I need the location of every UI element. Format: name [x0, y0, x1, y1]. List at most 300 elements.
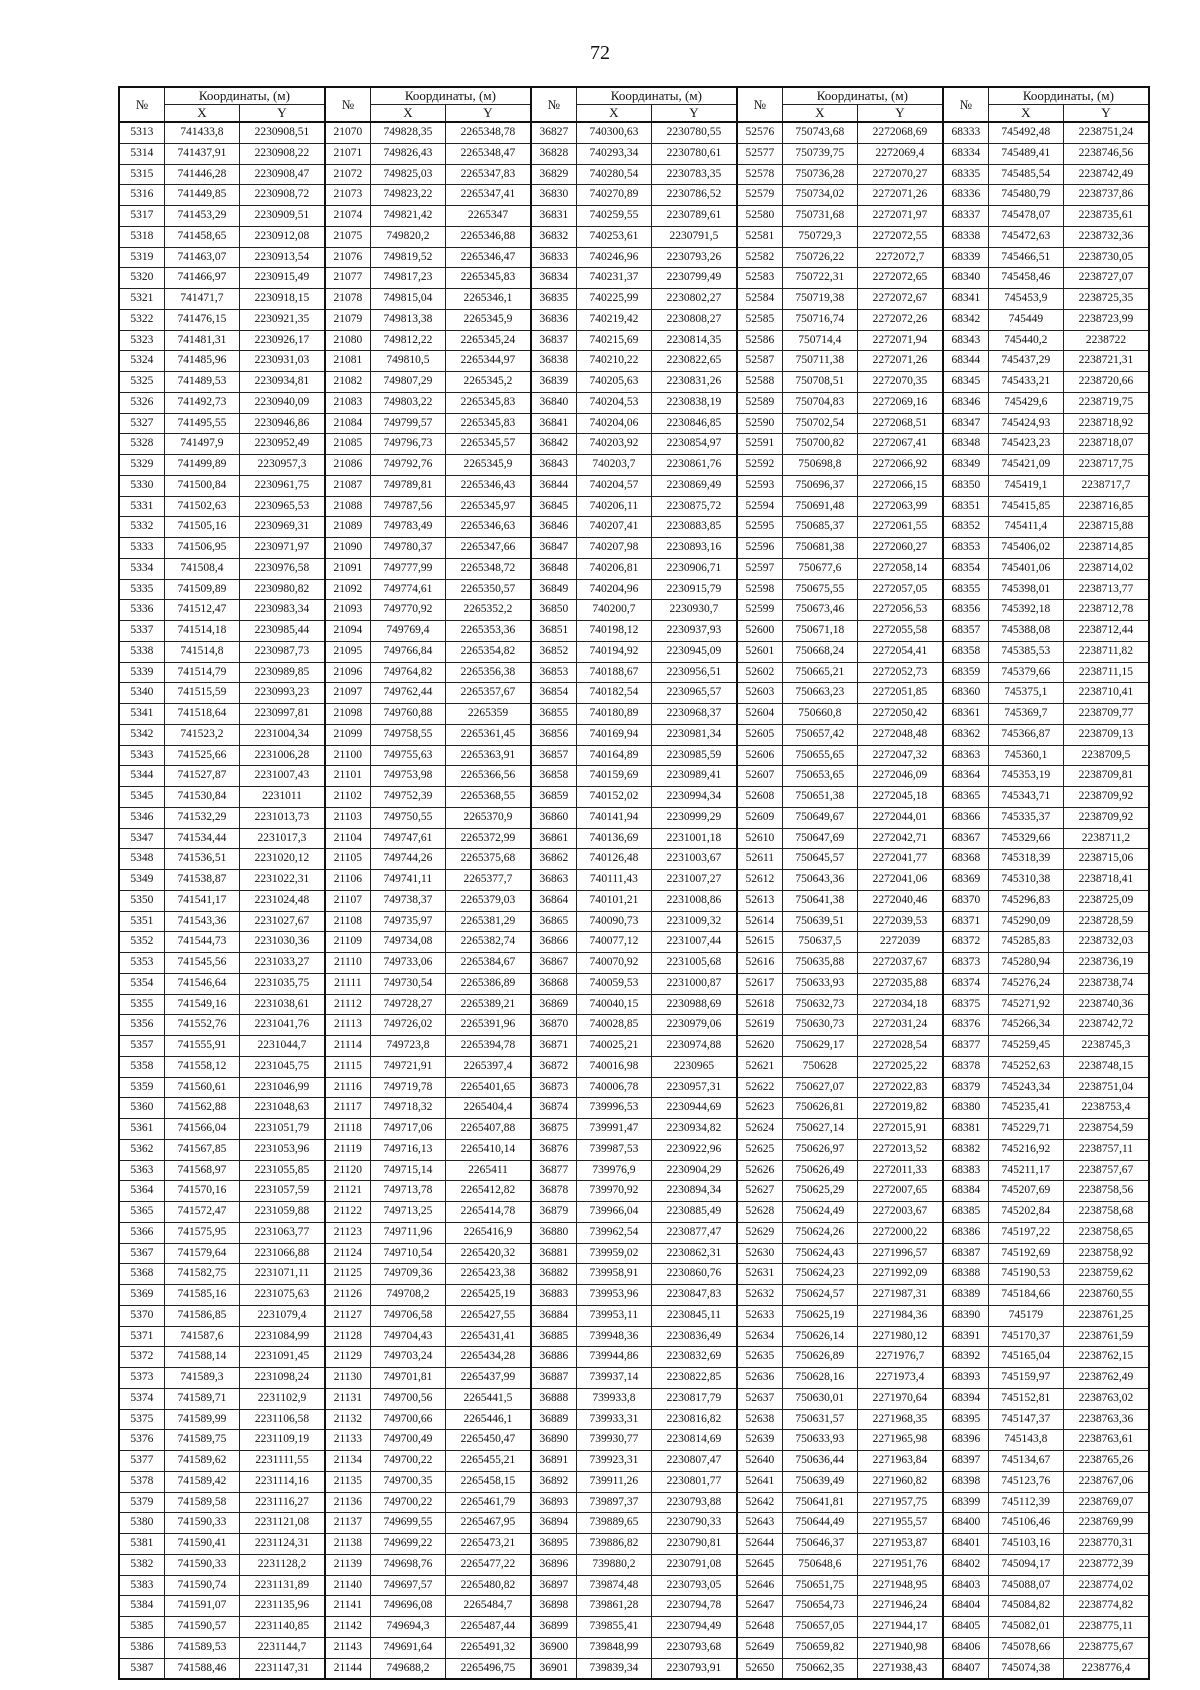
y-coordinate-cell: 2272042,71 — [857, 828, 942, 849]
y-coordinate-cell: 2231048,63 — [240, 1098, 325, 1119]
x-coordinate-cell: 745266,34 — [988, 1015, 1063, 1036]
x-coordinate-cell: 741588,14 — [164, 1347, 239, 1368]
point-number-cell: 36862 — [531, 849, 576, 870]
x-coordinate-cell: 745453,9 — [988, 289, 1063, 310]
y-coordinate-cell: 2231035,75 — [240, 973, 325, 994]
y-coordinate-cell: 2265350,57 — [445, 579, 530, 600]
y-coordinate-cell: 2230994,34 — [651, 787, 736, 808]
point-number-cell: 5384 — [119, 1596, 164, 1617]
point-number-cell: 68347 — [943, 413, 988, 434]
y-coordinate-cell: 2265407,88 — [445, 1119, 530, 1140]
y-coordinate-cell: 2231003,67 — [651, 849, 736, 870]
point-number-cell: 52637 — [737, 1388, 782, 1409]
point-number-cell: 5332 — [119, 517, 164, 538]
point-number-cell: 5385 — [119, 1617, 164, 1638]
point-number-cell: 68401 — [943, 1534, 988, 1555]
x-coordinate-cell: 741586,85 — [164, 1305, 239, 1326]
x-coordinate-cell: 739874,48 — [576, 1575, 651, 1596]
x-coordinate-cell: 750626,97 — [782, 1139, 857, 1160]
num-header: № — [737, 87, 782, 122]
x-coordinate-cell: 741555,91 — [164, 1036, 239, 1057]
x-coordinate-cell: 750624,43 — [782, 1243, 857, 1264]
point-number-cell: 36880 — [531, 1222, 576, 1243]
y-coordinate-cell: 2231109,19 — [240, 1430, 325, 1451]
table-row — [119, 890, 1149, 911]
x-coordinate-cell: 750626,14 — [782, 1326, 857, 1347]
x-coordinate-cell: 741532,29 — [164, 807, 239, 828]
y-coordinate-cell: 2231013,73 — [240, 807, 325, 828]
x-coordinate-cell: 741572,47 — [164, 1202, 239, 1223]
point-number-cell: 68351 — [943, 496, 988, 517]
y-coordinate-cell: 2265347,83 — [445, 164, 530, 185]
y-coordinate-cell: 2230780,61 — [651, 143, 736, 164]
point-number-cell: 21071 — [325, 143, 370, 164]
point-number-cell: 36861 — [531, 828, 576, 849]
table-row — [119, 1347, 1149, 1368]
point-number-cell: 21116 — [325, 1077, 370, 1098]
x-coordinate-cell: 745103,16 — [988, 1534, 1063, 1555]
y-coordinate-cell: 2272070,35 — [857, 372, 942, 393]
y-coordinate-cell: 2230965 — [651, 1056, 736, 1077]
point-number-cell: 21136 — [325, 1492, 370, 1513]
point-number-cell: 21124 — [325, 1243, 370, 1264]
point-number-cell: 52585 — [737, 309, 782, 330]
point-number-cell: 21094 — [325, 621, 370, 642]
x-coordinate-cell: 739948,36 — [576, 1326, 651, 1347]
x-coordinate-cell: 741525,66 — [164, 745, 239, 766]
y-coordinate-cell: 2272045,18 — [857, 787, 942, 808]
point-number-cell: 21138 — [325, 1534, 370, 1555]
x-coordinate-cell: 749774,61 — [370, 579, 445, 600]
table-row — [119, 1368, 1149, 1389]
point-number-cell: 68394 — [943, 1388, 988, 1409]
y-coordinate-cell: 2238758,68 — [1063, 1202, 1149, 1223]
y-coordinate-cell: 2265346,63 — [445, 517, 530, 538]
y-coordinate-cell: 2265345,9 — [445, 455, 530, 476]
point-number-cell: 21086 — [325, 455, 370, 476]
y-coordinate-cell: 2231000,87 — [651, 973, 736, 994]
x-coordinate-cell: 750648,6 — [782, 1554, 857, 1575]
x-coordinate-cell: 739880,2 — [576, 1554, 651, 1575]
y-coordinate-cell: 2230822,85 — [651, 1368, 736, 1389]
y-coordinate-cell: 2272041,06 — [857, 870, 942, 891]
y-header: Y — [240, 105, 325, 123]
point-number-cell: 21106 — [325, 870, 370, 891]
y-coordinate-cell: 2265370,9 — [445, 807, 530, 828]
y-coordinate-cell: 2230789,61 — [651, 206, 736, 227]
x-coordinate-cell: 740136,69 — [576, 828, 651, 849]
table-row — [119, 1202, 1149, 1223]
point-number-cell: 36898 — [531, 1596, 576, 1617]
point-number-cell: 36892 — [531, 1471, 576, 1492]
x-coordinate-cell: 745353,19 — [988, 766, 1063, 787]
point-number-cell: 21079 — [325, 309, 370, 330]
y-coordinate-cell: 2230847,83 — [651, 1285, 736, 1306]
x-coordinate-cell: 740225,99 — [576, 289, 651, 310]
point-number-cell: 5354 — [119, 973, 164, 994]
x-coordinate-cell: 745406,02 — [988, 538, 1063, 559]
point-number-cell: 21077 — [325, 268, 370, 289]
x-coordinate-cell: 741543,36 — [164, 911, 239, 932]
point-number-cell: 5365 — [119, 1202, 164, 1223]
x-coordinate-cell: 739987,53 — [576, 1139, 651, 1160]
y-coordinate-cell: 2238719,75 — [1063, 392, 1149, 413]
y-coordinate-cell: 2231006,28 — [240, 745, 325, 766]
point-number-cell: 36834 — [531, 268, 576, 289]
y-coordinate-cell: 2230794,49 — [651, 1617, 736, 1638]
y-coordinate-cell: 2230956,51 — [651, 662, 736, 683]
x-coordinate-cell: 740006,78 — [576, 1077, 651, 1098]
x-coordinate-cell: 741589,75 — [164, 1430, 239, 1451]
point-number-cell: 68344 — [943, 351, 988, 372]
coords-header: Координаты, (м) — [782, 87, 943, 105]
y-coordinate-cell: 2238728,59 — [1063, 911, 1149, 932]
point-number-cell: 36890 — [531, 1430, 576, 1451]
y-coordinate-cell: 2231131,89 — [240, 1575, 325, 1596]
point-number-cell: 52581 — [737, 226, 782, 247]
x-coordinate-cell: 750668,24 — [782, 641, 857, 662]
y-coordinate-cell: 2238712,44 — [1063, 621, 1149, 642]
x-coordinate-cell: 741590,57 — [164, 1617, 239, 1638]
y-coordinate-cell: 2265404,4 — [445, 1098, 530, 1119]
y-coordinate-cell: 2265458,15 — [445, 1471, 530, 1492]
y-coordinate-cell: 2238709,5 — [1063, 745, 1149, 766]
y-coordinate-cell: 2265347,66 — [445, 538, 530, 559]
point-number-cell: 52641 — [737, 1471, 782, 1492]
y-coordinate-cell: 2272040,46 — [857, 890, 942, 911]
y-coordinate-cell: 2230945,09 — [651, 641, 736, 662]
point-number-cell: 21125 — [325, 1264, 370, 1285]
x-coordinate-cell: 745094,17 — [988, 1554, 1063, 1575]
point-number-cell: 21111 — [325, 973, 370, 994]
x-coordinate-cell: 740270,89 — [576, 185, 651, 206]
table-row — [119, 1139, 1149, 1160]
x-coordinate-cell: 750731,68 — [782, 206, 857, 227]
x-coordinate-cell: 749747,61 — [370, 828, 445, 849]
y-coordinate-cell: 2265377,7 — [445, 870, 530, 891]
point-number-cell: 36852 — [531, 641, 576, 662]
y-coordinate-cell: 2231147,31 — [240, 1658, 325, 1679]
x-coordinate-cell: 749697,57 — [370, 1575, 445, 1596]
table-row — [119, 1181, 1149, 1202]
y-coordinate-cell: 2238742,72 — [1063, 1015, 1149, 1036]
x-coordinate-cell: 740206,81 — [576, 558, 651, 579]
point-number-cell: 21093 — [325, 600, 370, 621]
point-number-cell: 36835 — [531, 289, 576, 310]
point-number-cell: 36900 — [531, 1637, 576, 1658]
x-coordinate-cell: 741590,41 — [164, 1534, 239, 1555]
point-number-cell: 68355 — [943, 579, 988, 600]
y-coordinate-cell: 2238722 — [1063, 330, 1149, 351]
point-number-cell: 68391 — [943, 1326, 988, 1347]
x-coordinate-cell: 741495,55 — [164, 413, 239, 434]
y-coordinate-cell: 2265346,88 — [445, 226, 530, 247]
y-coordinate-cell: 2230908,51 — [240, 122, 325, 143]
y-coordinate-cell: 2231046,99 — [240, 1077, 325, 1098]
point-number-cell: 52577 — [737, 143, 782, 164]
point-number-cell: 36878 — [531, 1181, 576, 1202]
point-number-cell: 52632 — [737, 1285, 782, 1306]
point-number-cell: 68335 — [943, 164, 988, 185]
y-coordinate-cell: 2272019,82 — [857, 1098, 942, 1119]
x-coordinate-cell: 740188,67 — [576, 662, 651, 683]
x-header: X — [782, 105, 857, 123]
point-number-cell: 68378 — [943, 1056, 988, 1077]
y-coordinate-cell: 2230965,53 — [240, 496, 325, 517]
x-coordinate-cell: 749825,03 — [370, 164, 445, 185]
point-number-cell: 36901 — [531, 1658, 576, 1679]
y-coordinate-cell: 2265347 — [445, 206, 530, 227]
x-coordinate-cell: 745343,71 — [988, 787, 1063, 808]
x-coordinate-cell: 749828,35 — [370, 122, 445, 143]
x-coordinate-cell: 739923,31 — [576, 1451, 651, 1472]
x-coordinate-cell: 741508,4 — [164, 558, 239, 579]
point-number-cell: 5318 — [119, 226, 164, 247]
y-coordinate-cell: 2265354,82 — [445, 641, 530, 662]
point-number-cell: 52587 — [737, 351, 782, 372]
table-row — [119, 579, 1149, 600]
y-coordinate-cell: 2265473,21 — [445, 1534, 530, 1555]
point-number-cell: 21137 — [325, 1513, 370, 1534]
x-coordinate-cell: 750662,35 — [782, 1658, 857, 1679]
y-coordinate-cell: 2272070,27 — [857, 164, 942, 185]
x-coordinate-cell: 750696,37 — [782, 475, 857, 496]
x-header: X — [576, 105, 651, 123]
table-row — [119, 309, 1149, 330]
x-coordinate-cell: 741544,73 — [164, 932, 239, 953]
y-coordinate-cell: 2230822,65 — [651, 351, 736, 372]
x-coordinate-cell: 750628 — [782, 1056, 857, 1077]
x-coordinate-cell: 745379,66 — [988, 662, 1063, 683]
x-coordinate-cell: 745424,93 — [988, 413, 1063, 434]
point-number-cell: 68405 — [943, 1617, 988, 1638]
x-coordinate-cell: 745159,97 — [988, 1368, 1063, 1389]
x-coordinate-cell: 741589,3 — [164, 1368, 239, 1389]
point-number-cell: 68395 — [943, 1409, 988, 1430]
x-coordinate-cell: 741579,64 — [164, 1243, 239, 1264]
x-coordinate-cell: 750643,36 — [782, 870, 857, 891]
x-coordinate-cell: 741534,44 — [164, 828, 239, 849]
x-coordinate-cell: 745123,76 — [988, 1471, 1063, 1492]
y-coordinate-cell: 2271996,57 — [857, 1243, 942, 1264]
x-coordinate-cell: 741481,31 — [164, 330, 239, 351]
y-coordinate-cell: 2272051,85 — [857, 683, 942, 704]
y-coordinate-cell: 2265345,2 — [445, 372, 530, 393]
x-coordinate-cell: 741476,15 — [164, 309, 239, 330]
point-number-cell: 21119 — [325, 1139, 370, 1160]
point-number-cell: 52648 — [737, 1617, 782, 1638]
y-coordinate-cell: 2238736,19 — [1063, 953, 1149, 974]
y-coordinate-cell: 2231038,61 — [240, 994, 325, 1015]
point-number-cell: 52645 — [737, 1554, 782, 1575]
y-coordinate-cell: 2238742,49 — [1063, 164, 1149, 185]
point-number-cell: 36894 — [531, 1513, 576, 1534]
x-coordinate-cell: 750653,65 — [782, 766, 857, 787]
point-number-cell: 36859 — [531, 787, 576, 808]
point-number-cell: 21107 — [325, 890, 370, 911]
point-number-cell: 5351 — [119, 911, 164, 932]
point-number-cell: 5377 — [119, 1451, 164, 1472]
x-coordinate-cell: 740293,34 — [576, 143, 651, 164]
x-coordinate-cell: 745369,7 — [988, 704, 1063, 725]
point-number-cell: 36876 — [531, 1139, 576, 1160]
x-coordinate-cell: 750729,3 — [782, 226, 857, 247]
table-row — [119, 434, 1149, 455]
x-coordinate-cell: 739996,53 — [576, 1098, 651, 1119]
table-row — [119, 807, 1149, 828]
y-coordinate-cell: 2265389,21 — [445, 994, 530, 1015]
header-row-1 — [119, 87, 1149, 105]
point-number-cell: 52594 — [737, 496, 782, 517]
x-coordinate-cell: 749766,84 — [370, 641, 445, 662]
x-coordinate-cell: 741515,59 — [164, 683, 239, 704]
x-coordinate-cell: 750736,28 — [782, 164, 857, 185]
y-coordinate-cell: 2231075,63 — [240, 1285, 325, 1306]
y-coordinate-cell: 2230791,08 — [651, 1554, 736, 1575]
y-coordinate-cell: 2272022,83 — [857, 1077, 942, 1098]
y-coordinate-cell: 2230793,88 — [651, 1492, 736, 1513]
x-coordinate-cell: 745074,38 — [988, 1658, 1063, 1679]
x-coordinate-cell: 739953,11 — [576, 1305, 651, 1326]
x-coordinate-cell: 740206,11 — [576, 496, 651, 517]
point-number-cell: 68348 — [943, 434, 988, 455]
y-coordinate-cell: 2265401,65 — [445, 1077, 530, 1098]
y-coordinate-cell: 2230979,06 — [651, 1015, 736, 1036]
x-coordinate-cell: 741589,71 — [164, 1388, 239, 1409]
point-number-cell: 5346 — [119, 807, 164, 828]
x-coordinate-cell: 749780,37 — [370, 538, 445, 559]
point-number-cell: 52605 — [737, 724, 782, 745]
y-coordinate-cell: 2230862,31 — [651, 1243, 736, 1264]
point-number-cell: 52586 — [737, 330, 782, 351]
x-coordinate-cell: 750646,37 — [782, 1534, 857, 1555]
point-number-cell: 52595 — [737, 517, 782, 538]
y-coordinate-cell: 2238745,3 — [1063, 1036, 1149, 1057]
y-coordinate-cell: 2230808,27 — [651, 309, 736, 330]
x-coordinate-cell: 749817,23 — [370, 268, 445, 289]
point-number-cell: 5323 — [119, 330, 164, 351]
y-coordinate-cell: 2231091,45 — [240, 1347, 325, 1368]
x-coordinate-cell: 745216,92 — [988, 1139, 1063, 1160]
y-coordinate-cell: 2230934,82 — [651, 1119, 736, 1140]
y-coordinate-cell: 2238758,92 — [1063, 1243, 1149, 1264]
y-coordinate-cell: 2265446,1 — [445, 1409, 530, 1430]
y-coordinate-cell: 2231024,48 — [240, 890, 325, 911]
y-coordinate-cell: 2238737,86 — [1063, 185, 1149, 206]
point-number-cell: 36868 — [531, 973, 576, 994]
y-coordinate-cell: 2238730,05 — [1063, 247, 1149, 268]
point-number-cell: 68372 — [943, 932, 988, 953]
point-number-cell: 68399 — [943, 1492, 988, 1513]
x-coordinate-cell: 741538,87 — [164, 870, 239, 891]
x-coordinate-cell: 749738,37 — [370, 890, 445, 911]
y-coordinate-cell: 2265345,83 — [445, 392, 530, 413]
y-coordinate-cell: 2230908,72 — [240, 185, 325, 206]
point-number-cell: 21085 — [325, 434, 370, 455]
y-coordinate-cell: 2265348,72 — [445, 558, 530, 579]
point-number-cell: 5378 — [119, 1471, 164, 1492]
x-coordinate-cell: 750630,01 — [782, 1388, 857, 1409]
x-coordinate-cell: 745179 — [988, 1305, 1063, 1326]
x-coordinate-cell: 750657,05 — [782, 1617, 857, 1638]
point-number-cell: 36865 — [531, 911, 576, 932]
y-coordinate-cell: 2238720,66 — [1063, 372, 1149, 393]
x-coordinate-cell: 750665,21 — [782, 662, 857, 683]
y-coordinate-cell: 2271946,24 — [857, 1596, 942, 1617]
y-coordinate-cell: 2272058,14 — [857, 558, 942, 579]
point-number-cell: 68400 — [943, 1513, 988, 1534]
x-coordinate-cell: 740204,53 — [576, 392, 651, 413]
point-number-cell: 68397 — [943, 1451, 988, 1472]
y-coordinate-cell: 2272057,05 — [857, 579, 942, 600]
x-coordinate-cell: 749688,2 — [370, 1658, 445, 1679]
y-coordinate-cell: 2230931,03 — [240, 351, 325, 372]
point-number-cell: 5374 — [119, 1388, 164, 1409]
x-coordinate-cell: 741575,95 — [164, 1222, 239, 1243]
y-coordinate-cell: 2231128,2 — [240, 1554, 325, 1575]
y-coordinate-cell: 2230976,58 — [240, 558, 325, 579]
y-coordinate-cell: 2231020,12 — [240, 849, 325, 870]
y-coordinate-cell: 2271976,7 — [857, 1347, 942, 1368]
point-number-cell: 52622 — [737, 1077, 782, 1098]
y-coordinate-cell: 2265372,99 — [445, 828, 530, 849]
point-number-cell: 5367 — [119, 1243, 164, 1264]
point-number-cell: 68407 — [943, 1658, 988, 1679]
x-coordinate-cell: 749820,2 — [370, 226, 445, 247]
point-number-cell: 21134 — [325, 1451, 370, 1472]
point-number-cell: 36848 — [531, 558, 576, 579]
x-coordinate-cell: 750659,82 — [782, 1637, 857, 1658]
point-number-cell: 21142 — [325, 1617, 370, 1638]
x-coordinate-cell: 740198,12 — [576, 621, 651, 642]
y-coordinate-cell: 2230814,35 — [651, 330, 736, 351]
y-coordinate-cell: 2238711,2 — [1063, 828, 1149, 849]
x-coordinate-cell: 749735,97 — [370, 911, 445, 932]
point-number-cell: 52582 — [737, 247, 782, 268]
table-row — [119, 496, 1149, 517]
y-coordinate-cell: 2230999,29 — [651, 807, 736, 828]
x-coordinate-cell: 745152,81 — [988, 1388, 1063, 1409]
y-coordinate-cell: 2230854,97 — [651, 434, 736, 455]
point-number-cell: 5358 — [119, 1056, 164, 1077]
y-coordinate-cell: 2230921,35 — [240, 309, 325, 330]
x-coordinate-cell: 750651,75 — [782, 1575, 857, 1596]
y-coordinate-cell: 2230814,69 — [651, 1430, 736, 1451]
y-coordinate-cell: 2231124,31 — [240, 1534, 325, 1555]
point-number-cell: 21126 — [325, 1285, 370, 1306]
y-coordinate-cell: 2231121,08 — [240, 1513, 325, 1534]
table-row — [119, 1596, 1149, 1617]
y-coordinate-cell: 2230965,57 — [651, 683, 736, 704]
point-number-cell: 68380 — [943, 1098, 988, 1119]
x-coordinate-cell: 745259,45 — [988, 1036, 1063, 1057]
y-coordinate-cell: 2272035,88 — [857, 973, 942, 994]
x-coordinate-cell: 749812,22 — [370, 330, 445, 351]
point-number-cell: 21070 — [325, 122, 370, 143]
point-number-cell: 52626 — [737, 1160, 782, 1181]
y-coordinate-cell: 2230860,76 — [651, 1264, 736, 1285]
point-number-cell: 36888 — [531, 1388, 576, 1409]
table-row — [119, 1222, 1149, 1243]
x-coordinate-cell: 745385,53 — [988, 641, 1063, 662]
point-number-cell: 52576 — [737, 122, 782, 143]
x-coordinate-cell: 750632,73 — [782, 994, 857, 1015]
y-coordinate-cell: 2272072,7 — [857, 247, 942, 268]
y-coordinate-cell: 2272060,27 — [857, 538, 942, 559]
y-coordinate-cell: 2230783,35 — [651, 164, 736, 185]
x-coordinate-cell: 750649,67 — [782, 807, 857, 828]
point-number-cell: 52608 — [737, 787, 782, 808]
